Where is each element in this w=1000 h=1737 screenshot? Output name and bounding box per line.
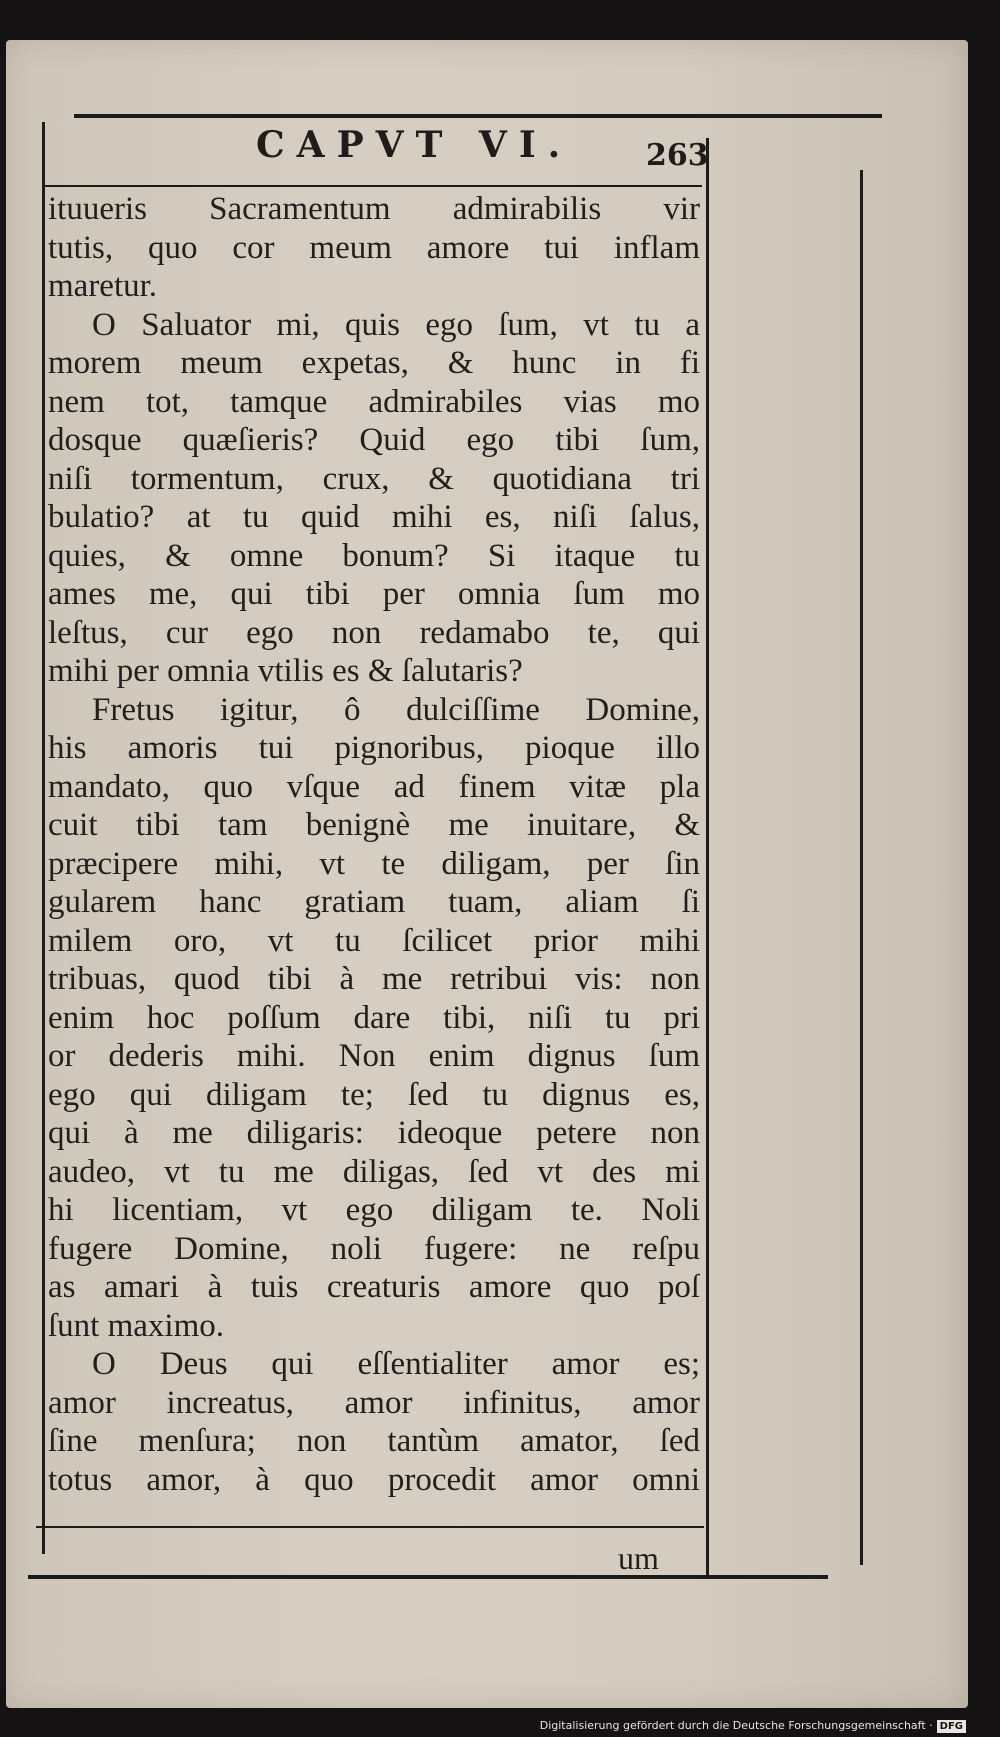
credit-text: Digitalisierung gefördert durch die Deutsche Forschungsgemeinschaft · (539, 1719, 933, 1732)
text-line: bulatio? at tu quid mihi es, niſi ſalus, (48, 499, 700, 535)
text-line: O Saluator mi, quis ego ſum, vt tu a (92, 306, 700, 343)
text-line: qui à me diligaris: ideoque petere non (48, 1115, 700, 1151)
text-line: niſi tormentum, crux, & quotidiana tri (48, 460, 700, 497)
bottom-outer-rule (28, 1575, 828, 1579)
text-line: gularem hanc gratiam tuam, aliam ſi (48, 884, 700, 920)
text-line: audeo, vt tu me diligas, ſed vt des mi (48, 1153, 700, 1190)
text-line: his amoris tui pignoribus, pioque illo (48, 730, 700, 766)
text-line: præcipere mihi, vt te diligam, per ſin (48, 845, 700, 882)
text-line: totus amor, à quo procedit amor omni (48, 1461, 700, 1498)
catchword: um (618, 1540, 659, 1576)
text-line: mihi per omnia vtilis es & ſalutaris? (48, 653, 523, 689)
bottom-frame-rule (36, 1526, 704, 1528)
text-line: or dederis mihi. Non enim dignus ſum (48, 1038, 700, 1074)
text-line: mandato, quo vſque ad finem vitæ pla (48, 768, 700, 805)
text-line: maretur. (48, 268, 158, 304)
text-line: fugere Domine, noli fugere: ne reſpu (48, 1230, 700, 1267)
text-line: ituueris Sacramentum admirabilis vir (48, 191, 700, 227)
book-page (6, 40, 968, 1708)
text-line: tutis, quo cor meum amore tui inflam (48, 229, 700, 266)
text-line: ego qui diligam te; ſed tu dignus es, (48, 1076, 700, 1113)
page-number: 263 (646, 138, 709, 173)
text-line: enim hoc poſſum dare tibi, niſi tu pri (48, 999, 700, 1036)
text-line: Fretus igitur, ô dulciſſime Domine, (92, 691, 700, 728)
top-rule (74, 114, 882, 118)
left-frame-rule (42, 122, 45, 1554)
text-line: leſtus, cur ego non redamabo te, qui (48, 614, 700, 651)
text-line: ſunt maximo. (48, 1307, 224, 1344)
body-text (48, 190, 700, 1499)
running-head: CAPVT VI. (256, 124, 573, 166)
text-line: O Deus qui eſſentialiter amor es; (92, 1346, 700, 1382)
text-line: ſine menſura; non tantùm amator, ſed (48, 1423, 700, 1459)
dfg-logo: DFG (937, 1720, 966, 1733)
text-line: amor increatus, amor infinitus, amor (48, 1384, 700, 1421)
text-line: hi licentiam, vt ego diligam te. Noli (48, 1192, 700, 1228)
text-line: morem meum expetas, & hunc in fi (48, 345, 700, 381)
text-line: as amari à tuis creaturis amore quo poſ (48, 1269, 700, 1305)
text-line: cuit tibi tam benignè me inuitare, & (48, 807, 700, 843)
text-line: milem oro, vt tu ſcilicet prior mihi (48, 922, 700, 959)
text-line: ames me, qui tibi per omnia ſum mo (48, 576, 700, 612)
text-line: nem tot, tamque admirabiles vias mo (48, 383, 700, 420)
header-rule (44, 185, 702, 187)
text-line: dosque quæſieris? Quid ego tibi ſum, (48, 422, 700, 458)
text-line: tribuas, quod tibi à me retribui vis: non (48, 961, 700, 997)
outer-right-rule (860, 170, 863, 1565)
digitization-credit (540, 1719, 966, 1733)
text-line: quies, & omne bonum? Si itaque tu (48, 537, 700, 574)
right-frame-rule (706, 138, 709, 1578)
